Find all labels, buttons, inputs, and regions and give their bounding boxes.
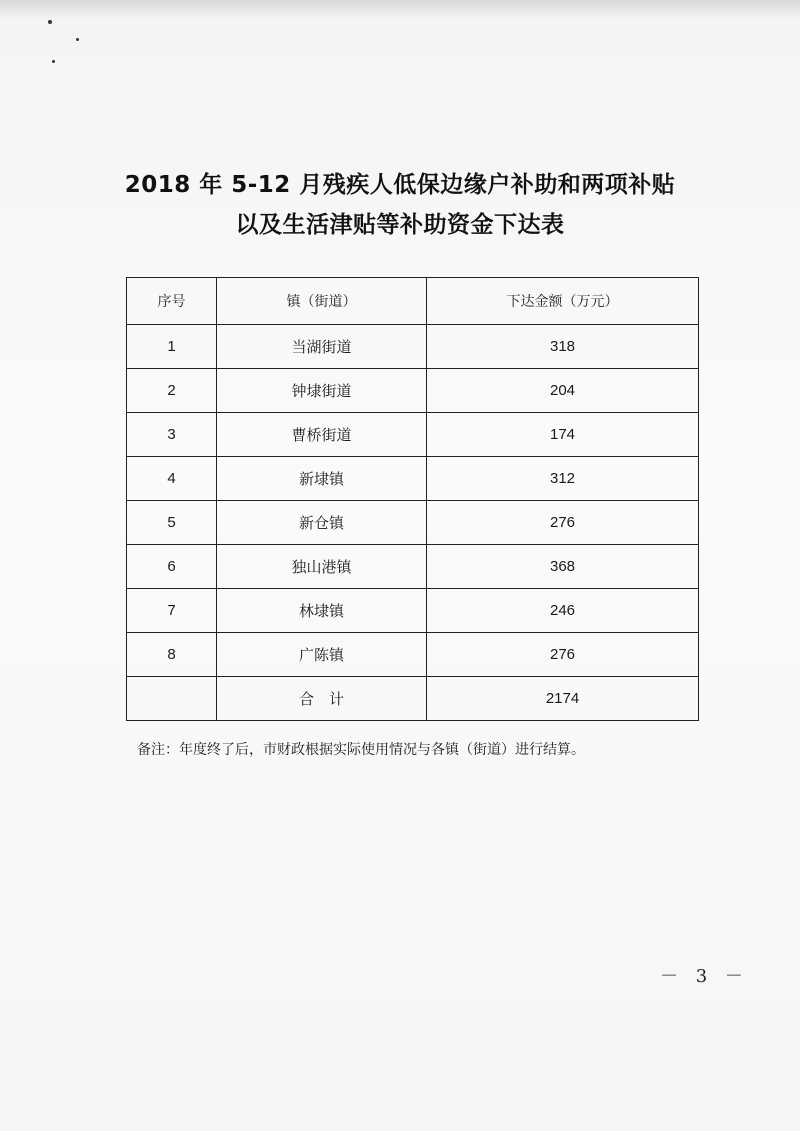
table-header-row xyxy=(127,278,699,325)
cell-town: 广陈镇 xyxy=(217,633,427,677)
table-note: 备注：年度终了后，市财政根据实际使用情况与各镇（街道）进行结算。 xyxy=(137,742,585,758)
cell-total-amount: 2174 xyxy=(427,677,699,721)
cell-amount: 276 xyxy=(427,501,699,545)
cell-amount: 204 xyxy=(427,369,699,413)
cell-total-label: 合 计 xyxy=(217,677,427,721)
cell-town: 独山港镇 xyxy=(217,545,427,589)
scan-speck xyxy=(48,20,52,24)
cell-town: 新仓镇 xyxy=(217,501,427,545)
header-serial: 序号 xyxy=(127,278,217,325)
cell-serial: 1 xyxy=(127,325,217,369)
table-row xyxy=(127,457,699,501)
scan-top-edge xyxy=(0,0,800,18)
scan-speck xyxy=(52,60,55,63)
table-row xyxy=(127,413,699,457)
cell-serial: 8 xyxy=(127,633,217,677)
cell-amount: 318 xyxy=(427,325,699,369)
cell-town: 钟埭街道 xyxy=(217,369,427,413)
cell-amount: 368 xyxy=(427,545,699,589)
table-total-row xyxy=(127,677,699,721)
cell-amount: 312 xyxy=(427,457,699,501)
document-title-line2: 以及生活津贴等补助资金下达表 xyxy=(235,212,565,238)
cell-total-serial xyxy=(127,677,217,721)
cell-serial: 5 xyxy=(127,501,217,545)
cell-serial: 3 xyxy=(127,413,217,457)
table-row xyxy=(127,589,699,633)
table-row xyxy=(127,501,699,545)
scan-speck xyxy=(76,38,79,41)
cell-amount: 174 xyxy=(427,413,699,457)
cell-serial: 7 xyxy=(127,589,217,633)
header-amount: 下达金额（万元） xyxy=(427,278,699,325)
header-town: 镇（街道） xyxy=(217,278,427,325)
cell-town: 新埭镇 xyxy=(217,457,427,501)
cell-serial: 4 xyxy=(127,457,217,501)
cell-town: 林埭镇 xyxy=(217,589,427,633)
document-title-line1: 2018 年 5-12 月残疾人低保边缘户补助和两项补贴 xyxy=(124,172,676,198)
table-row xyxy=(127,545,699,589)
table-row xyxy=(127,325,699,369)
table-row xyxy=(127,369,699,413)
cell-amount: 246 xyxy=(427,589,699,633)
cell-serial: 6 xyxy=(127,545,217,589)
cell-town: 当湖街道 xyxy=(217,325,427,369)
cell-serial: 2 xyxy=(127,369,217,413)
allocation-table xyxy=(126,277,698,721)
page-number: － 3 － xyxy=(660,966,749,987)
cell-town: 曹桥街道 xyxy=(217,413,427,457)
table-row xyxy=(127,633,699,677)
cell-amount: 276 xyxy=(427,633,699,677)
